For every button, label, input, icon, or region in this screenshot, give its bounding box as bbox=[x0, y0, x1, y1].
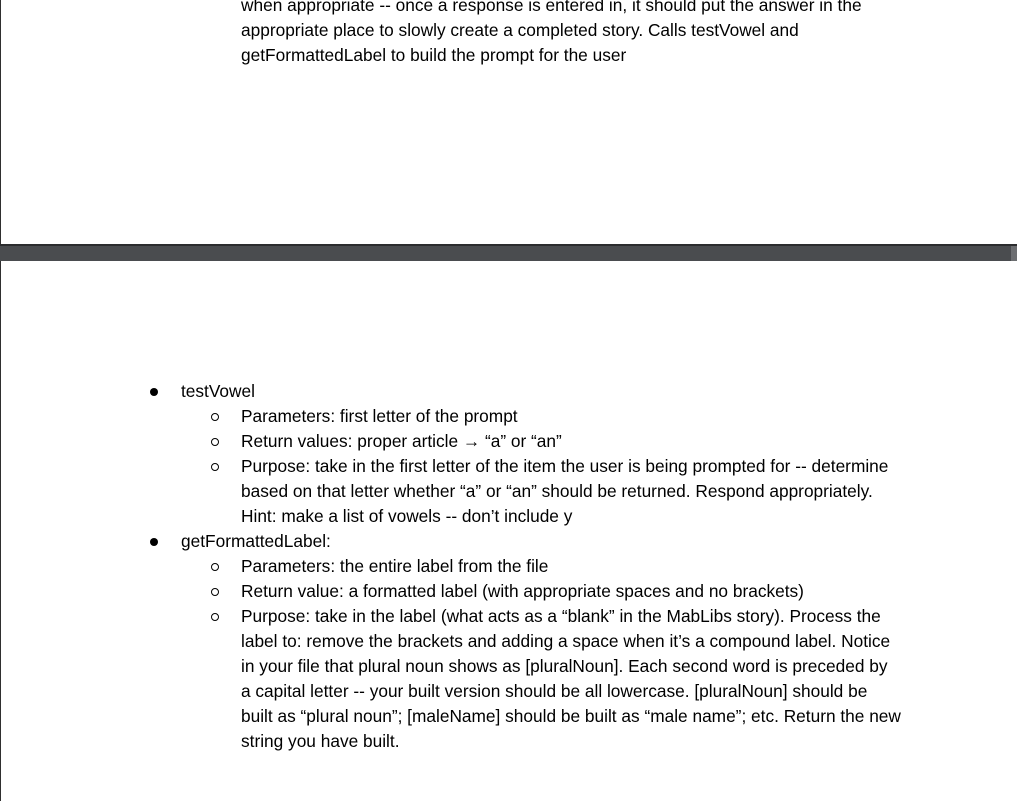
testvowel-return: Return values: proper article → “a” or “an” bbox=[241, 431, 562, 451]
getformattedlabel-parameters: Parameters: the entire label from the file bbox=[241, 556, 549, 576]
sub-bullet-icon bbox=[211, 588, 219, 596]
sub-bullet-icon bbox=[211, 563, 219, 571]
function-name-testvowel: testVowel bbox=[181, 381, 255, 401]
function-name-getformattedlabel: getFormattedLabel: bbox=[181, 531, 331, 551]
bullet-icon bbox=[150, 538, 158, 546]
sub-bullet-icon bbox=[211, 463, 219, 471]
page-separator bbox=[0, 244, 1017, 261]
getformattedlabel-purpose: Purpose: take in the label (what acts as a “blank” in the MabLibs story). Process the label to: remove the brackets and adding a space when it’s a compound label. Notice in your file that plural noun shows as [pluralNoun]. Each second word is preceded by a capital letter -- your built version should be all lowercase. [pluralNoun] should be built as “plural noun”; [maleName] should be built as “male name”; etc. Return the new string you have built. bbox=[241, 606, 901, 751]
document-page-top bbox=[0, 0, 1017, 244]
sub-bullet-icon bbox=[211, 438, 219, 446]
getformattedlabel-return: Return value: a formatted label (with appropriate spaces and no brackets) bbox=[241, 581, 804, 601]
testvowel-purpose: Purpose: take in the first letter of the item the user is being prompted for -- determine based on that letter whether “a” or “an” should be returned. Respond appropriately. Hint: make a list of vowels -- don’t include y bbox=[241, 456, 889, 526]
document-page-bottom bbox=[0, 261, 1017, 801]
sub-bullet-icon bbox=[211, 413, 219, 421]
sub-bullet-icon bbox=[211, 613, 219, 621]
bullet-icon bbox=[150, 388, 158, 396]
paragraph-continuation: when appropriate -- once a response is entered in, it should put the answer in the appropriate place to slowly create a completed story. Calls testVowel and getFormattedLabel to build the prompt for the user bbox=[241, 0, 862, 65]
testvowel-parameters: Parameters: first letter of the prompt bbox=[241, 406, 518, 426]
